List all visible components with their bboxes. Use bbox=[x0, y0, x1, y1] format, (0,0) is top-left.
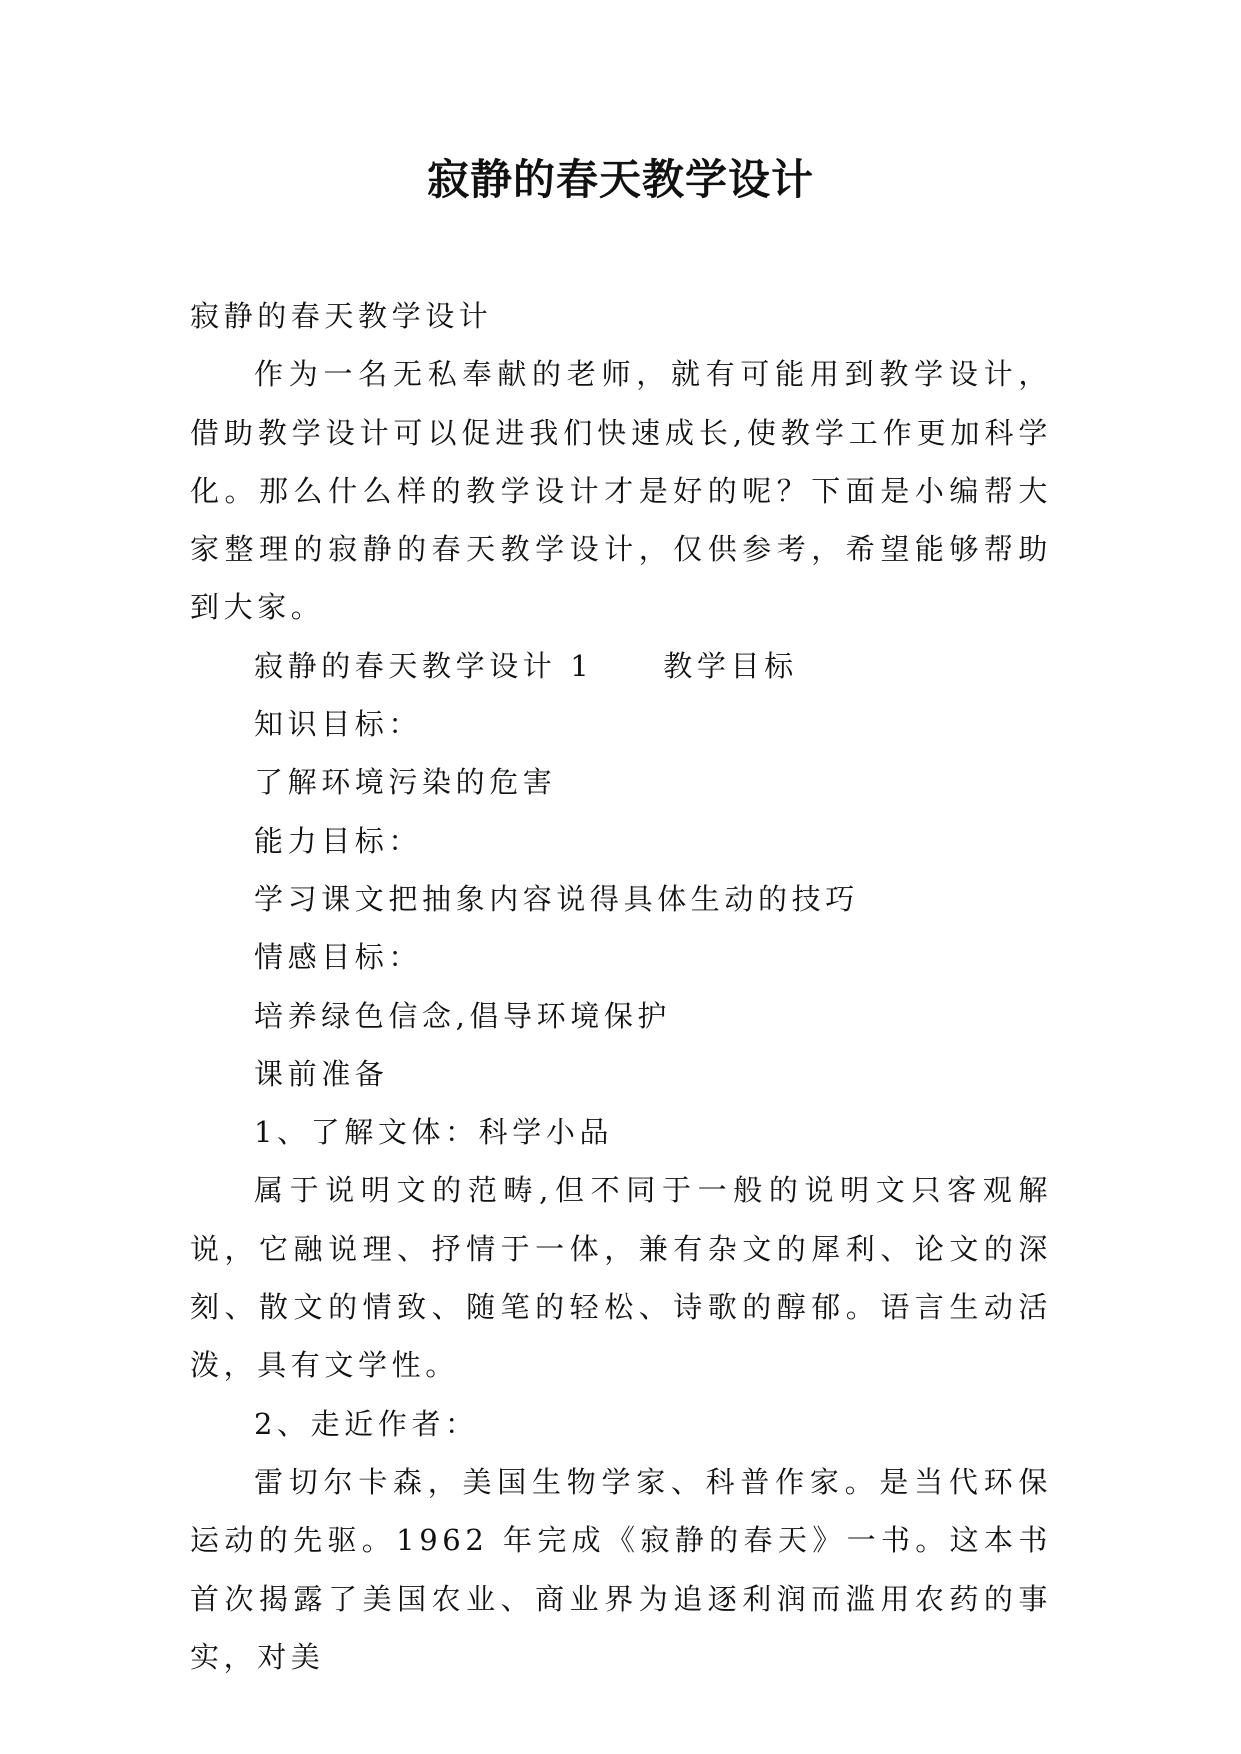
paragraph-knowledge-goal: 了解环境污染的危害 bbox=[254, 765, 557, 800]
paragraph-knowledge-goal-label: 知识目标： bbox=[254, 707, 423, 742]
section-title-text: 寂静的春天教学设计 1 bbox=[254, 648, 594, 683]
paragraph-preparation-label: 课前准备 bbox=[254, 1056, 389, 1091]
paragraph-heading: 寂静的春天教学设计 bbox=[190, 299, 493, 333]
paragraph-emotion-goal-label: 情感目标： bbox=[254, 940, 423, 975]
paragraph-section-title bbox=[190, 637, 1052, 695]
document-body bbox=[190, 287, 1052, 1686]
paragraph-emotion-goal: 培养绿色信念,倡导环境保护 bbox=[254, 998, 672, 1033]
paragraph-intro: 作为一名无私奉献的老师，就有可能用到教学设计，借助教学设计可以促进我们快速成长,使教学工作更加科学化。那么什么样的教学设计才是好的呢？下面是小编帮大家整理的寂静的春天教学设计，仅供参考，希望能够帮助到大家。 bbox=[190, 357, 1052, 625]
paragraph-genre-description: 属于说明文的范畴,但不同于一般的说明文只客观解说，它融说理、抒情于一体，兼有杂文的犀利、论文的深刻、散文的情致、随笔的轻松、诗歌的醇郁。语言生动活泼，具有文学性。 bbox=[190, 1173, 1052, 1383]
paragraph-genre-label: 1、了解文体：科学小品 bbox=[254, 1115, 614, 1150]
paragraph-ability-goal-label: 能力目标： bbox=[254, 823, 423, 858]
paragraph-author-label: 2、走近作者： bbox=[254, 1406, 479, 1441]
paragraph-ability-goal: 学习课文把抽象内容说得具体生动的技巧 bbox=[254, 881, 859, 916]
section-subtitle-text: 教学目标 bbox=[663, 648, 798, 683]
document-title: 寂静的春天教学设计 bbox=[426, 155, 814, 204]
paragraph-author-description: 雷切尔卡森，美国生物学家、科普作家。是当代环保运动的先驱。1962 年完成《寂静的春天》一书。这本书首次揭露了美国农业、商业界为追逐利润而滥用农药的事实，对美 bbox=[190, 1464, 1052, 1674]
